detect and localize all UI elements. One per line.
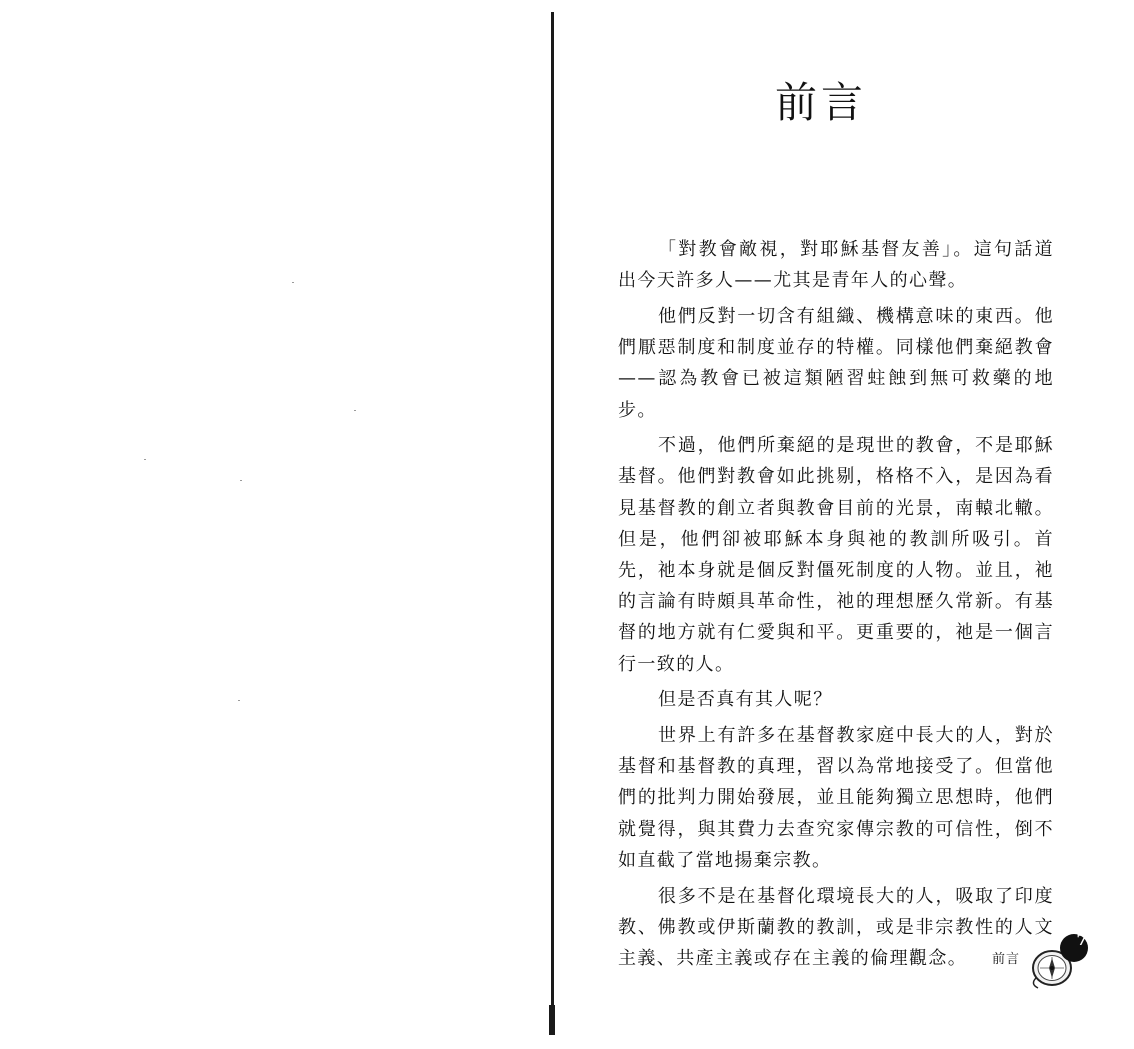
paragraph: 但是否真有其人呢？ (658, 689, 833, 711)
paragraph: 世界上有許多在基督教家庭中長大的人，對於基督和基督教的真理，習以為常地接受了。但當他們的批判力開始發展，並且能夠獨立思想時，他們就覺得，與其費力去查究家傳宗教的可信性，倒不如直截了當地揚棄宗教。 (618, 725, 1054, 871)
running-head: 前言 (992, 952, 1021, 967)
scan-speck (354, 410, 356, 411)
page-gutter-edge (549, 1005, 555, 1035)
paragraph: 不過，他們所棄絕的是現世的教會，不是耶穌基督。他們對教會如此挑剔，格格不入，是因為看見基督教的創立者與教會目前的光景，南轅北轍。但是，他們卻被耶穌本身與祂的教訓所吸引。首先，祂本身就是個反對僵死制度的人物。並且，祂的言論有時頗具革命性，祂的理想歷久常新。有基督的地方就有仁愛與和平。更重要的，祂是一個言行一致的人。 (618, 435, 1054, 675)
left-page-blank (0, 0, 552, 1049)
page-number: 7 (1076, 930, 1088, 949)
page-gutter-line (551, 12, 554, 1012)
right-page (556, 0, 1134, 1049)
scan-speck (144, 459, 146, 460)
paragraph: 他們反對一切含有組織、機構意味的東西。他們厭惡制度和制度並存的特權。同樣他們棄絕教會——認為教會已被這類陋習蛀蝕到無可救藥的地步。 (618, 305, 1054, 421)
scan-speck (240, 480, 242, 481)
page-footer (988, 920, 1098, 1000)
scan-speck (238, 700, 240, 701)
scan-speck (292, 282, 294, 283)
paragraph: 很多不是在基督化環境長大的人，吸取了印度教、佛教或伊斯蘭教的教訓，或是非宗教性的人文主義、共產主義或存在主義的倫理觀念。 (618, 885, 1054, 969)
body-text (618, 234, 1054, 979)
chapter-title: 前言 (774, 78, 867, 127)
paragraph: 「對教會敵視，對耶穌基督友善」。這句話道出今天許多人——尤其是青年人的心聲。 (618, 239, 1054, 292)
